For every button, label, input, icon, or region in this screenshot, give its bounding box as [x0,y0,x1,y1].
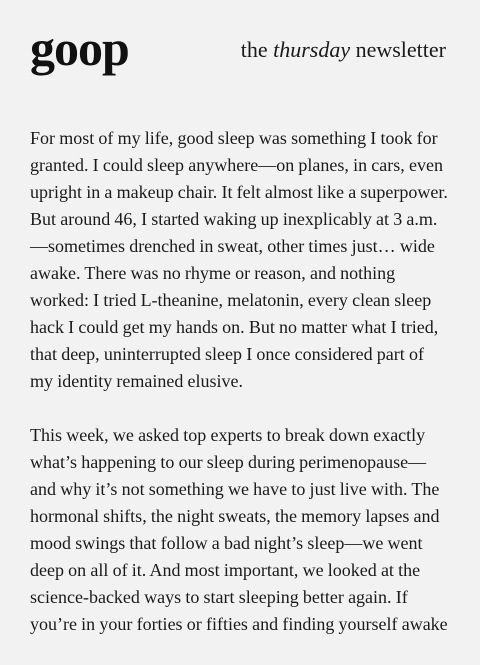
paragraph-line: you’re in your forties or fifties and finding yourself awake [30,614,448,634]
paragraph-line: mood swings that follow a bad night’s sleep—we went [30,533,423,553]
paragraph-line: For most of my life, good sleep was something I took for [30,128,438,148]
newsletter-title [241,36,446,64]
paragraph-line: But around 46, I started waking up inexplicably at 3 a.m. [30,209,438,229]
paragraph-line: deep on all of it. And most important, we looked at the [30,560,421,580]
newsletter-title-suffix: newsletter [350,37,446,62]
article-paragraph [30,125,460,395]
paragraph-line: that deep, uninterrupted sleep I once considered part of [30,344,424,364]
paragraph-line: —sometimes drenched in sweat, other times just… wide [30,236,435,256]
paragraph-line: science-backed ways to start sleeping better again. If [30,587,408,607]
paragraph-line: worked: I tried L-theanine, melatonin, every clean sleep [30,290,432,310]
paragraph-line: and why it’s not something we have to just live with. The [30,479,440,499]
paragraph-line: upright in a makeup chair. It felt almost like a superpower. [30,182,448,202]
article-paragraph [30,422,460,638]
paragraph-line: hormonal shifts, the night sweats, the memory lapses and [30,506,440,526]
paragraph-line: what’s happening to our sleep during perimenopause— [30,452,427,472]
goop-logo[interactable]: goop [30,20,129,76]
paragraph-line: This week, we asked top experts to break down exactly [30,425,426,445]
newsletter-title-day: thursday [273,37,351,62]
paragraph-line: granted. I could sleep anywhere—on planes, in cars, even [30,155,443,175]
newsletter-header [0,0,480,100]
newsletter-title-prefix: the [240,37,274,62]
paragraph-line: awake. There was no rhyme or reason, and nothing [30,263,396,283]
paragraph-line: my identity remained elusive. [30,371,244,391]
paragraph-line: hack I could get my hands on. But no matter what I tried, [30,317,439,337]
article-body [30,125,460,665]
